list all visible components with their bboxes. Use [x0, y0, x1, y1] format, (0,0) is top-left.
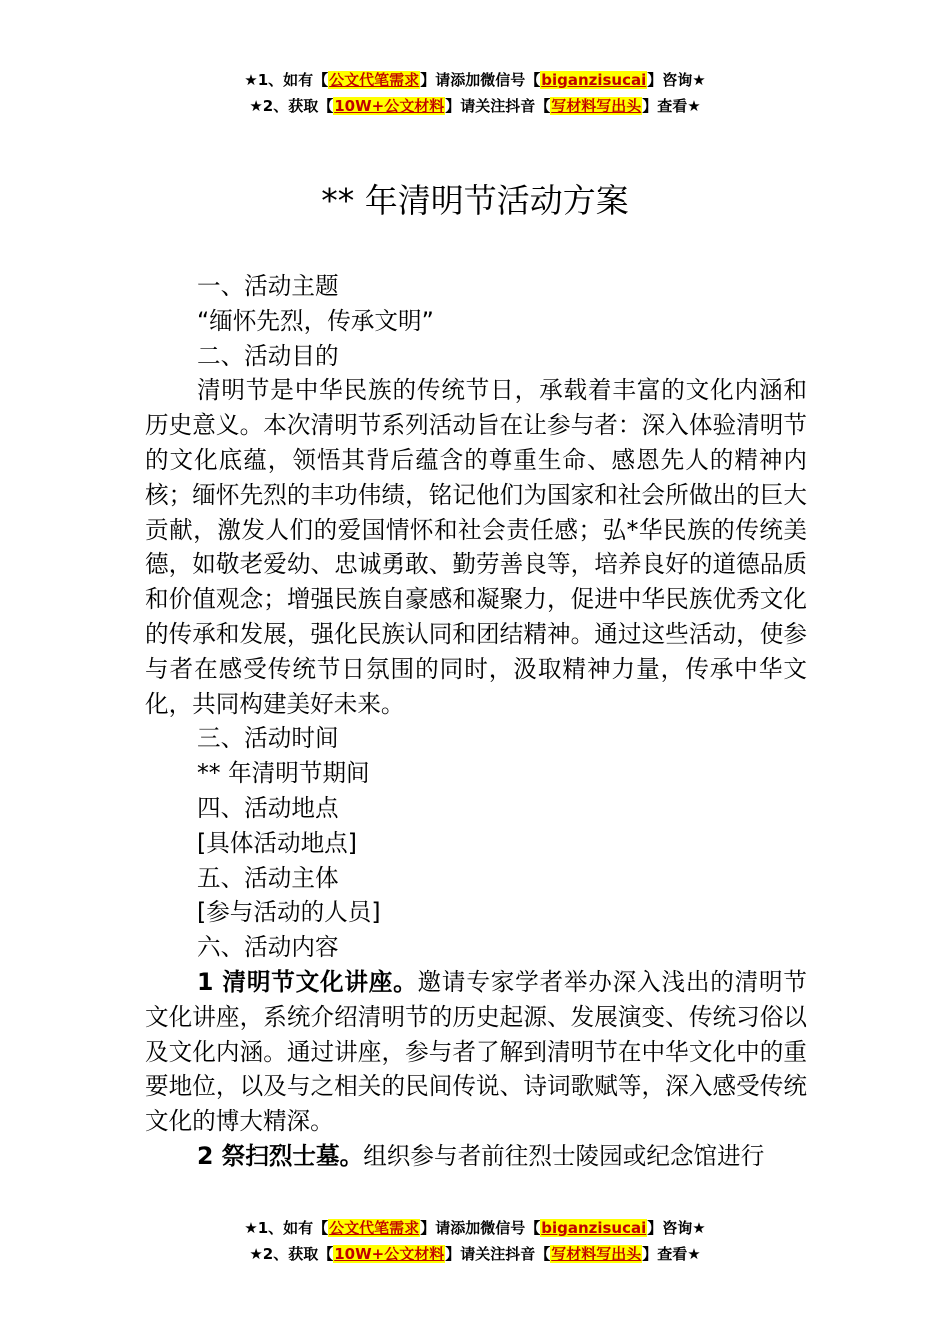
highlight-wechat-id: biganzisucai	[541, 1219, 647, 1237]
footer-banner	[0, 1215, 950, 1267]
highlight-wechat-id: biganzisucai	[541, 71, 647, 89]
content-item-lecture	[145, 965, 807, 1139]
section-heading-location: 四、活动地点	[197, 793, 339, 822]
time-text: ** 年清明节期间	[197, 759, 370, 788]
banner-line-2: ★2、获取【10W+公文材料】请关注抖音【写材料写出头】查看★	[249, 97, 701, 115]
document-title: ** 年清明节活动方案	[321, 181, 629, 220]
purpose-paragraph: 清明节是中华民族的传统节日，承载着丰富的文化内涵和历史意义。本次清明节系列活动旨在让参与者：深入体验清明节的文化底蕴，领悟其背后蕴含的尊重生命、感恩先人的精神内核；缅怀先烈的丰功伟绩，铭记他们为国家和社会所做出的巨大贡献，激发人们的爱国情怀和社会责任感；弘*华民族的传统美德，如敬老爱幼、忠诚勇敢、勤劳善良等，培养良好的道德品质和价值观念；增强民族自豪感和凝聚力，促进中华民族优秀文化的传承和发展，强化民族认同和团结精神。通过这些活动，使参与者在感受传统节日氛围的同时，汲取精神力量，传承中华文化，共同构建美好未来。	[145, 376, 807, 718]
highlight-service: 公文代笔需求	[329, 71, 420, 89]
highlight-douyin: 写材料写出头	[551, 1245, 642, 1263]
header-banner	[0, 67, 950, 119]
highlight-materials: 10W+公文材料	[334, 1245, 445, 1263]
section-heading-time: 三、活动时间	[197, 724, 339, 753]
theme-text: “缅怀先烈，传承文明”	[197, 306, 434, 335]
banner-line-2: ★2、获取【10W+公文材料】请关注抖音【写材料写出头】查看★	[249, 1245, 701, 1263]
section-heading-theme: 一、活动主题	[197, 272, 339, 300]
highlight-materials: 10W+公文材料	[334, 97, 445, 115]
item-heading: 2 祭扫烈士墓。	[197, 1141, 364, 1170]
location-text: [具体活动地点]	[197, 828, 357, 857]
content-item-tomb-sweeping	[145, 1139, 807, 1174]
highlight-service: 公文代笔需求	[329, 1219, 420, 1237]
participants-text: [参与活动的人员]	[197, 898, 381, 927]
banner-line-1: ★1、如有【公文代笔需求】请添加微信号【biganzisucai】咨询★	[244, 1219, 706, 1237]
item-body: 组织参与者前往烈士陵园或纪念馆进行	[363, 1141, 765, 1170]
item-heading: 1 清明节文化讲座。	[197, 967, 418, 996]
highlight-douyin: 写材料写出头	[551, 97, 642, 115]
section-heading-purpose: 二、活动目的	[197, 341, 339, 370]
document-body	[145, 269, 807, 1174]
section-heading-content: 六、活动内容	[197, 933, 339, 962]
banner-line-1: ★1、如有【公文代笔需求】请添加微信号【biganzisucai】咨询★	[244, 71, 706, 89]
item-body: 邀请专家学者举办深入浅出的清明节文化讲座，系统介绍清明节的历史起源、发展演变、传统习俗以及文化内涵。通过讲座，参与者了解到清明节在中华文化中的重要地位，以及与之相关的民间传说、诗词歌赋等，深入感受传统文化的博大精深。	[145, 967, 807, 1136]
section-heading-participants: 五、活动主体	[197, 863, 339, 892]
